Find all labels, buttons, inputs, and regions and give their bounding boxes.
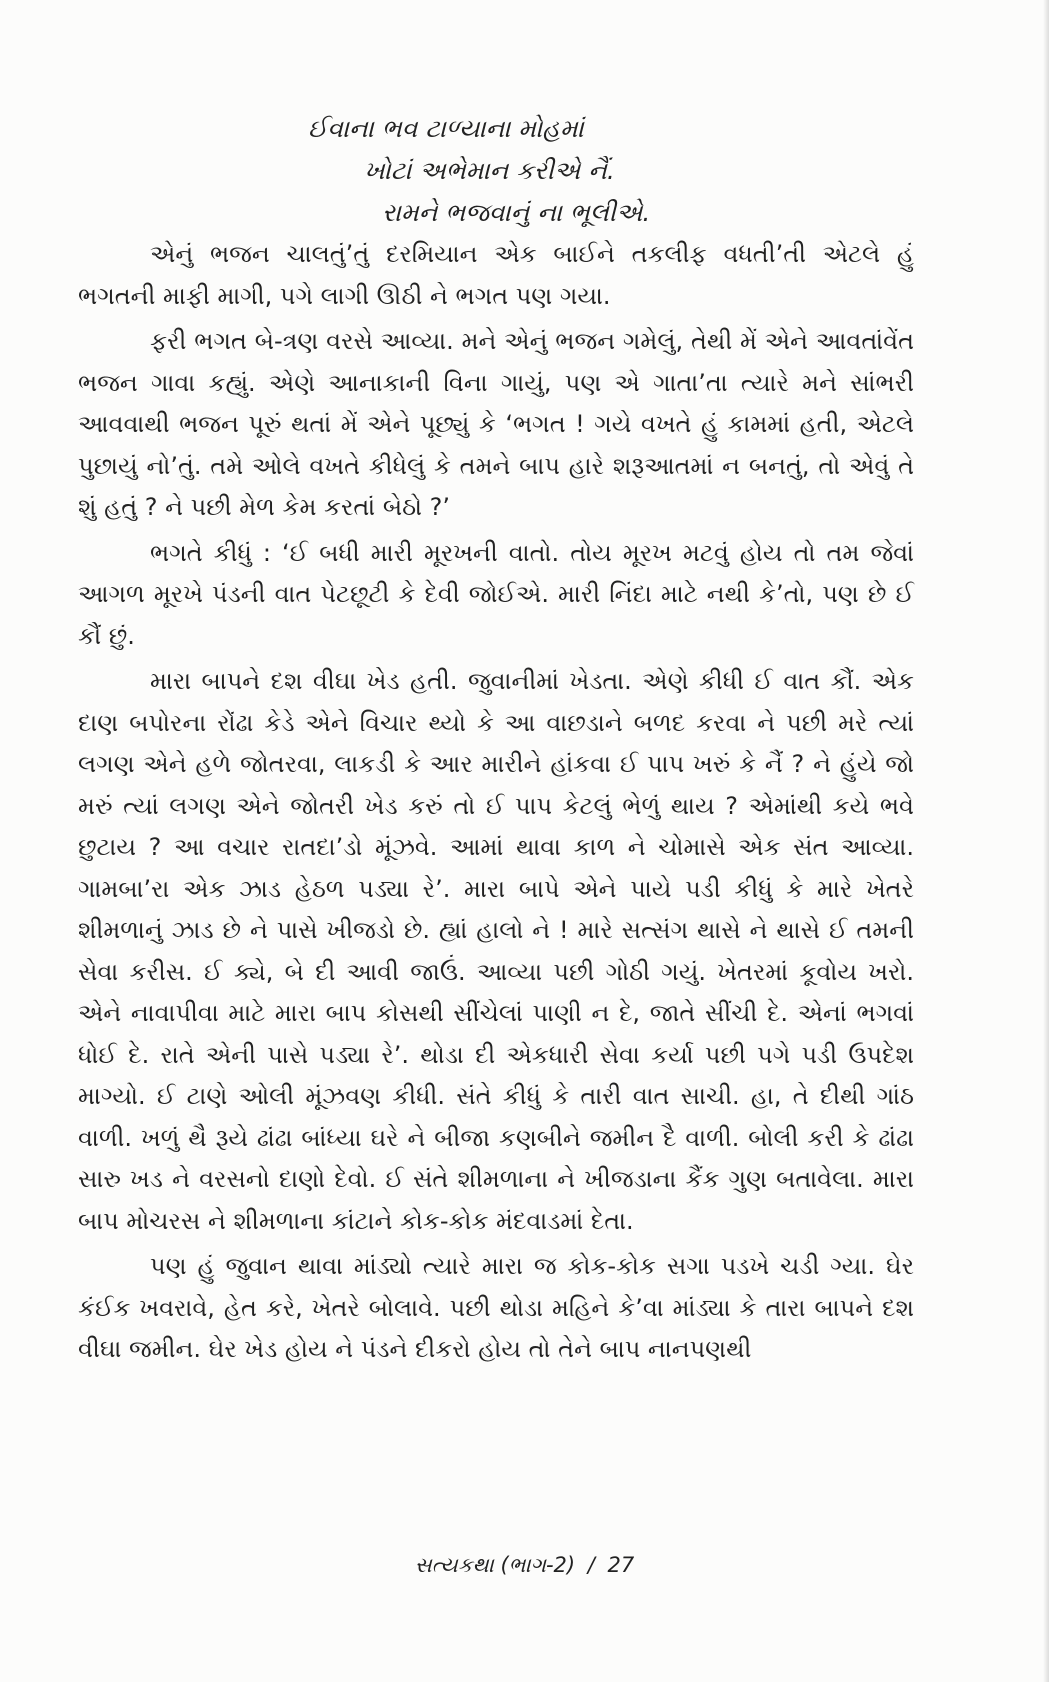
paragraph-5: પણ હું જુવાન થાવા માંડ્યો ત્યારે મારા જ કોક-કોક સગા પડખે ચડી ગ્યા. ઘેર કંઈક ખવરાવે, હેત કરે, ખેતરે બોલાવે. પછી થોડા મહિને કે’વા માંડ્યા કે તારા બાપને દશ વીઘા જમીન. ઘેર ખેડ હોય ને પંડને દીકરો હોય તો તેને બાપ નાનપણથી [78, 1252, 914, 1363]
footer-book-title: સત્યકથા (ભાગ-2) [414, 1553, 576, 1577]
paragraph-2: ફરી ભગત બે-ત્રણ વરસે આવ્યા. મને એનું ભજન ગમેલું, તેથી મેં એને આવતાંવેંત ભજન ગાવા કહ્યું. એણે આનાકાની વિના ગાયું, પણ એ ગાતા’તા ત્યારે મને સાંભરી આવવાથી ભજન પૂરું થતાં મેં એને પૂછ્યું કે ‘ભગત ! ગયે વખતે હું કામમાં હતી, એટલે પુછાયું નો’તું. તમે ઓલે વખતે કીધેલું કે તમને બાપ હારે શરૂઆતમાં ન બનતું, તો એવું તે શું હતું ? ને પછી મેળ કેમ કરતાં બેઠો ?’ [78, 327, 914, 521]
verse-line-1: ઈવાના ભવ ટાળ્યાના મોહમાં [308, 114, 584, 143]
footer-separator: / [587, 1553, 595, 1577]
paragraph-3: ભગતે કીધું : ‘ઈ બધી મારી મૂરખની વાતો. તોય મૂરખ મટવું હોય તો તમ જેવાં આગળ મૂરખે પંડની વાત પેટછૂટી કે દેવી જોઈએ. મારી નિંદા માટે નથી કે’તો, પણ છે ઈ કૌં છું. [78, 538, 914, 650]
verse-line-2: ખોટાં અભેમાન કરીએ નૈં. [364, 156, 615, 185]
footer-page-number: 27 [607, 1553, 635, 1577]
paragraph-1: એનું ભજન ચાલતું’તું દરમિયાન એક બાઈને તકલીફ વધતી’તી એટલે હું ભગતની માફી માગી, પગે લાગી ઊઠી ને ભગત પણ ગયા. [78, 240, 914, 310]
page-footer [0, 1553, 1049, 1578]
paragraph-4: મારા બાપને દશ વીઘા ખેડ હતી. જુવાનીમાં ખેડતા. એણે કીધી ઈ વાત કૌં. એક દાણ બપોરના રોંઢા કેડે એને વિચાર થ્યો કે આ વાછડાને બળદ કરવા ને પછી મરે ત્યાં લગણ એને હળે જોતરવા, લાકડી કે આર મારીને હાંકવા ઈ પાપ ખરું કે નૈં ? ને હુંયે જો મરું ત્યાં લગણ એને જોતરી ખેડ કરું તો ઈ પાપ કેટલું ભેળું થાય ? એમાંથી કયે ભવે છુટાય ? આ વચાર રાતદા’ડો મૂંઝવે. આમાં થાવા કાળ ને ચોમાસે એક સંત આવ્યા. ગામબા’રા એક ઝાડ હેઠળ પડ્યા રે’. મારા બાપે એને પાયે પડી કીધું કે મારે ખેતરે શીમળાનું ઝાડ છે ને પાસે ખીજડો છે. હ્યાં હાલો ને ! મારે સત્સંગ થાસે ને થાસે ઈ તમની સેવા કરીસ. ઈ ક્યે, બે દી આવી જાઉં. આવ્યા પછી ગોઠી ગયું. ખેતરમાં કૂવોય ખરો. એને નાવાપીવા માટે મારા બાપ કોસથી સીંચેલાં પાણી ન દે, જાતે સીંચી દે. એનાં ભગવાં ધોઈ દે. રાતે એની પાસે પડ્યા રે’. થોડા દી એકધારી સેવા કર્યા પછી પગે પડી ઉપદેશ માગ્યો. ઈ ટાણે ઓલી મૂંઝવણ કીધી. સંતે કીધું કે તારી વાત સાચી. હા, તે દીથી ગાંઠ વાળી. ખળું થૈ રૂયે ઢાંઢા બાંધ્યા ઘરે ને બીજા કણબીને જમીન દૈ વાળી. બોલી કરી કે ઢાંઢા સારુ ખડ ને વરસનો દાણો દેવો. ઈ સંતે શીમળાના ને ખીજડાના કૈંક ગુણ બતાવેલા. મારા બાપ મોચરસ ને શીમળાના કાંટાને કોક-કોક મંદવાડમાં દેતા. [78, 667, 914, 1235]
page-content [78, 108, 914, 1375]
verse-line-3: રામને ભજવાનું ના ભૂલીએ. [382, 198, 651, 227]
page-edge-shadow [1043, 0, 1049, 1682]
verse-block [78, 108, 914, 234]
